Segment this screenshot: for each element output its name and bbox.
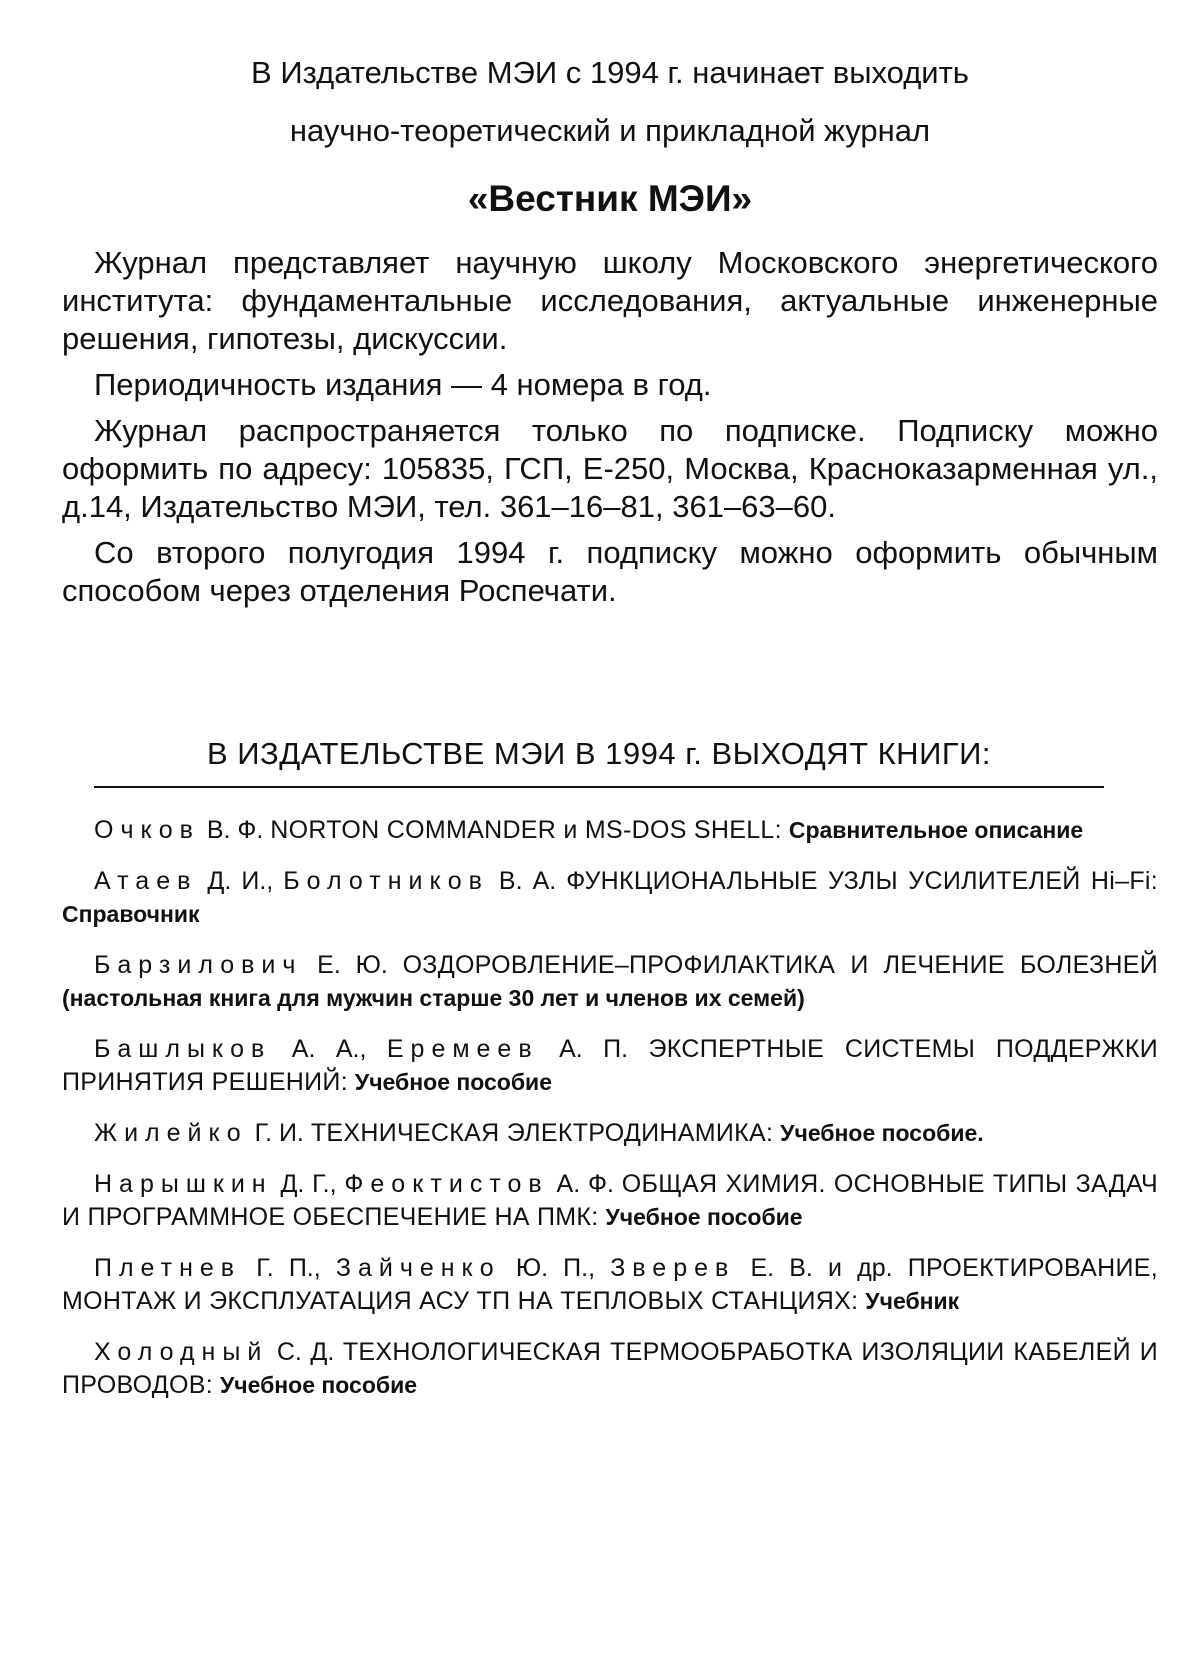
- book-entry: [62, 1168, 1158, 1234]
- book-entry: [62, 1336, 1158, 1402]
- books-section: [62, 732, 1158, 1402]
- book-author-initials: А. Ф.: [548, 1170, 614, 1198]
- book-author: Зайченко: [335, 1254, 501, 1282]
- book-note: Учебное пособие: [605, 1204, 803, 1230]
- book-title: NORTON COMMANDER и MS-DOS SHELL:: [270, 816, 782, 844]
- book-note: Справочник: [62, 901, 200, 927]
- announcement-paragraph: Со второго полугодия 1994 г. подписку можно оформить обычным способом через отделения Роспечати.: [62, 535, 1158, 608]
- book-author-initials: С. Д.: [268, 1338, 335, 1366]
- book-entry: [62, 865, 1158, 931]
- book-entry: [62, 1252, 1158, 1318]
- book-author-initials: Ю. П.,: [500, 1254, 611, 1282]
- book-author-initials: В. А.: [488, 867, 557, 895]
- book-author: Болотников: [283, 867, 489, 895]
- book-title: ФУНКЦИОНАЛЬНЫЕ УЗЛЫ УСИЛИТЕЛЕЙ Hi–Fi:: [566, 867, 1158, 895]
- book-note: Учебное пособие: [354, 1069, 552, 1095]
- book-title: ОБЩАЯ ХИМИЯ. ОСНОВНЫЕ ТИПЫ ЗАДАЧ И ПРОГРАММНОЕ ОБЕСПЕЧЕНИЕ НА ПМК:: [62, 1170, 1158, 1231]
- book-author: Жилейко: [94, 1119, 248, 1147]
- book-title: ТЕХНИЧЕСКАЯ ЭЛЕКТРОДИНАМИКА:: [310, 1119, 774, 1147]
- book-title: ТЕХНОЛОГИЧЕСКАЯ ТЕРМООБРАБОТКА ИЗОЛЯЦИИ КАБЕЛЕЙ И ПРОВОДОВ:: [62, 1338, 1158, 1399]
- book-author-initials: В. Ф.: [199, 816, 264, 844]
- book-author: Еремеев: [386, 1035, 539, 1063]
- book-note: Сравнительное описание: [788, 817, 1084, 843]
- book-author: Барзилович: [94, 951, 303, 979]
- journal-announcement: [62, 44, 1158, 610]
- book-title: ОЗДОРОВЛЕНИЕ–ПРОФИЛАКТИКА И ЛЕЧЕНИЕ БОЛЕЗНЕЙ: [402, 951, 1158, 979]
- book-author: Атаев: [94, 867, 198, 895]
- book-title: ПРОЕКТИРОВАНИЕ, МОНТАЖ И ЭКСПЛУАТАЦИЯ АСУ ТП НА ТЕПЛОВЫХ СТАНЦИЯХ:: [62, 1254, 1158, 1315]
- book-entry: [62, 1117, 1158, 1150]
- book-entry: [62, 1033, 1158, 1099]
- intro-line-2: научно-теоретический и прикладной журнал: [289, 113, 931, 148]
- book-author-initials: Г. П.,: [241, 1254, 336, 1282]
- book-title: ЭКСПЕРТНЫЕ СИСТЕМЫ ПОДДЕРЖКИ ПРИНЯТИЯ РЕШЕНИЙ:: [62, 1035, 1158, 1096]
- book-list: [62, 814, 1158, 1402]
- book-author: Холодный: [94, 1338, 269, 1366]
- book-author: Феоктистов: [344, 1170, 549, 1198]
- book-author: Нарышкин: [94, 1170, 273, 1198]
- journal-title: «Вестник МЭИ»: [467, 178, 753, 219]
- book-author-initials: Е. Ю.: [302, 951, 388, 979]
- announcement-paragraph: Журнал представляет научную школу Московского энергетического института: фундаментальные исследования, актуальные инженерные решения, гипотезы, дискуссии.: [62, 245, 1158, 356]
- book-note: Учебное пособие: [219, 1372, 418, 1398]
- book-author: Башлыков: [94, 1035, 272, 1063]
- document-page: [62, 44, 1158, 1420]
- book-author-initials: А. А.,: [271, 1035, 387, 1063]
- book-author-initials: А. П.: [538, 1035, 629, 1063]
- book-note: Учебное пособие.: [780, 1120, 984, 1146]
- announcement-paragraph: Журнал распространяется только по подписке. Подписку можно оформить по адресу: 105835, ГСП, Е-250, Москва, Красноказарменная ул., д.14, Издательство МЭИ, тел. 361–16–81, 361–63–60.: [62, 413, 1158, 524]
- books-header: В ИЗДАТЕЛЬСТВЕ МЭИ В 1994 г. ВЫХОДЯТ КНИГИ:: [94, 732, 1104, 788]
- book-entry: [62, 949, 1158, 1015]
- book-author: Зверев: [610, 1254, 736, 1282]
- book-author-initials: Д. Г.,: [272, 1170, 345, 1198]
- book-author-initials: Д. И.,: [197, 867, 284, 895]
- book-note: Учебник: [865, 1288, 960, 1314]
- book-author: Очков: [94, 816, 200, 844]
- book-note: (настольная книга для мужчин старше 30 лет и членов их семей): [62, 985, 805, 1011]
- book-entry: [62, 814, 1158, 847]
- book-author: Плетнев: [94, 1254, 242, 1282]
- intro-line-1: В Издательстве МЭИ с 1994 г. начинает выходить: [251, 55, 969, 90]
- book-author-initials: Е. В. и др.: [735, 1254, 893, 1282]
- announcement-paragraph: Периодичность издания — 4 номера в год.: [94, 367, 712, 402]
- book-author-initials: Г. И.: [247, 1119, 304, 1147]
